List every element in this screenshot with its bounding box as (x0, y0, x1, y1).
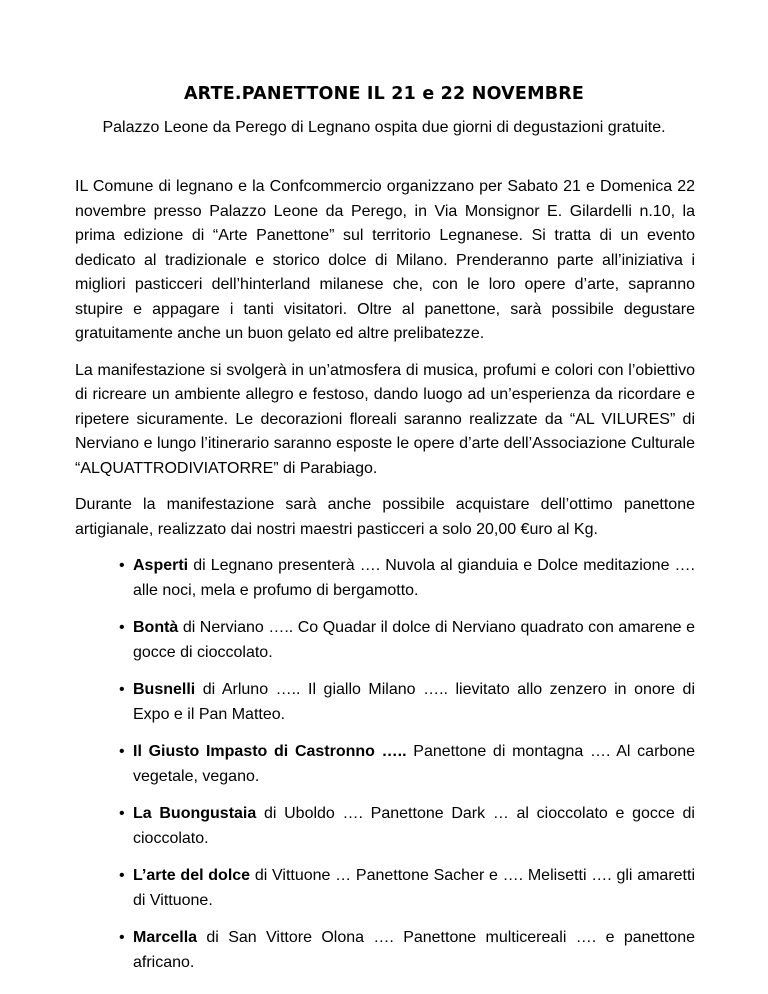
paragraph-intro: IL Comune di legnano e la Confcommercio organizzano per Sabato 21 e Domenica 22 novembre presso Palazzo Leone da Perego, in Via Monsignor E. Gilardelli n.10, la prima edizione di “Arte Panettone” sul territorio Legnanese. Si tratta di un evento dedicato al tradizionale e storico dolce di Milano. Prenderanno parte all’iniziativa i migliori pasticceri dell’hinterland milanese che, con le loro opere d’arte, sapranno stupire e appagare i tanti visitatori. Oltre al panettone, sarà possibile degustare gratuitamente anche un buon gelato ed altre prelibatezze. (75, 178, 695, 342)
bullet-icon: • (119, 557, 125, 574)
item-text: Panettone di montagna …. Al carbone vegetale, vegano. (133, 743, 695, 785)
item-name: Busnelli (133, 681, 196, 698)
list-item (121, 926, 695, 975)
item-text: di Uboldo …. Panettone Dark … al cioccolato e gocce di cioccolato. (133, 805, 695, 847)
bullet-icon: • (119, 805, 125, 822)
document-subtitle: Palazzo Leone da Perego di Legnano ospita due giorni di degustazioni gratuite. (102, 119, 666, 136)
list-item (121, 802, 695, 851)
document-title: ARTE.PANETTONE IL 21 e 22 NOVEMBRE (183, 84, 585, 104)
paragraph-purchase: Durante la manifestazione sarà anche possibile acquistare dell’ottimo panettone artigianale, realizzato dai nostri maestri pasticceri a solo 20,00 €uro al Kg. (75, 496, 695, 538)
list-item (121, 864, 695, 913)
item-text: di Nerviano ….. Co Quadar il dolce di Nerviano quadrato con amarene e gocce di cioccolato. (133, 619, 695, 661)
item-text: di Vittuone … Panettone Sacher e …. Melisetti …. gli amaretti di Vittuone. (133, 867, 695, 909)
item-name: Bontà (133, 619, 179, 636)
paragraph-atmosphere: La manifestazione si svolgerà in un’atmosfera di musica, profumi e colori con l’obiettivo di ricreare un ambiente allegro e festoso, dando luogo ad un’esperienza da ricordare e ripetere sicuramente. Le decorazioni floreali saranno realizzate da “AL VILURES” di Nerviano e lungo l’itinerario saranno esposte le opere d’arte dell’Associazione Culturale “ALQUATTRODIVIATORRE” di Parabiago. (75, 361, 695, 477)
document-body (75, 175, 695, 988)
bullet-icon: • (119, 619, 125, 636)
item-name: Asperti (133, 557, 189, 574)
bullet-icon: • (119, 929, 125, 946)
item-name: Marcella (133, 929, 198, 946)
list-item (121, 616, 695, 665)
item-name: L’arte del dolce (133, 867, 251, 884)
item-name: La Buongustaia (133, 805, 257, 822)
list-item (121, 678, 695, 727)
list-item (121, 740, 695, 789)
bullet-icon: • (119, 867, 125, 884)
item-text: di Arluno ….. Il giallo Milano ….. lievitato allo zenzero in onore di Expo e il Pan Matteo. (133, 681, 695, 723)
bullet-icon: • (119, 743, 125, 760)
item-name: Il Giusto Impasto di Castronno ….. (133, 743, 407, 760)
list-item (121, 554, 695, 603)
bullet-icon: • (119, 681, 125, 698)
item-text: di San Vittore Olona …. Panettone multicereali …. e panettone africano. (133, 929, 695, 971)
pastry-shop-list (75, 554, 695, 975)
item-text: di Legnano presenterà …. Nuvola al gianduia e Dolce meditazione …. alle noci, mela e profumo di bergamotto. (133, 557, 695, 599)
